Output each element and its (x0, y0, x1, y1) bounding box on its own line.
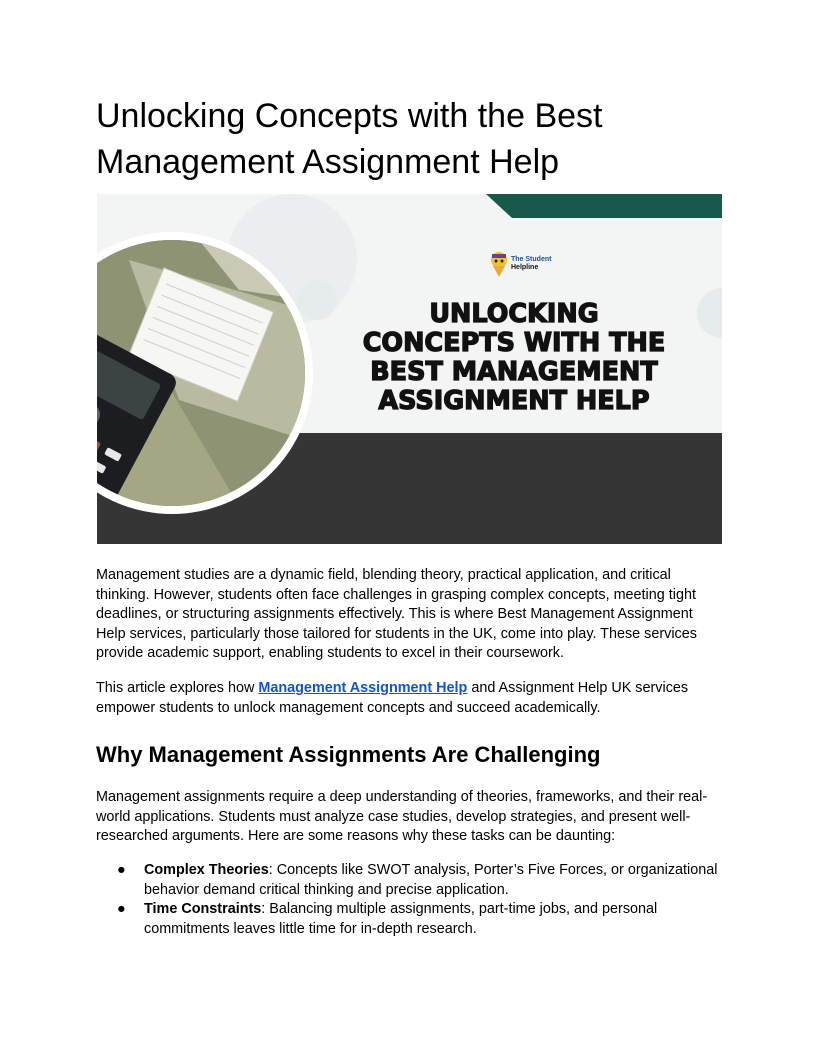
banner-headline-line: ASSIGNMENT HELP (378, 386, 650, 416)
page-title: Unlocking Concepts with the Best Management Assignment Help (96, 97, 603, 181)
list-item (96, 861, 720, 900)
teal-corner-band (486, 194, 722, 218)
section-paragraph: Management assignments require a deep understanding of theories, frameworks, and their real-world applications. Students must analyze case studies, develop strategies, and present well-researched arguments. Here are some reasons why these tasks can be daunting: (96, 789, 708, 845)
logo-line-1: The Student (511, 256, 552, 263)
hero-banner-image (97, 194, 722, 544)
student-helpline-logo (489, 250, 559, 280)
banner-headline (329, 300, 699, 416)
bullet-icon: ● (117, 862, 126, 878)
article-text-before-link: This article explores how (96, 680, 259, 696)
logo-line-2: Helpline (511, 264, 539, 271)
article-paragraph (96, 679, 720, 718)
list-item-term: Time Constraints (144, 901, 262, 918)
article-text-after-link: and Assignment Help UK services empower students to unlock management concepts and succeed academically. (96, 680, 689, 716)
banner-headline-line: CONCEPTS WITH THE (362, 328, 666, 358)
section-heading: Why Management Assignments Are Challenging (96, 742, 601, 767)
banner-headline-line: BEST MANAGEMENT (370, 357, 658, 387)
list-item (96, 900, 720, 939)
banner-headline-line: UNLOCKING (429, 299, 599, 329)
list-item-text: : Balancing multiple assignments, part-time jobs, and personal commitments leaves little time for in-depth research. (144, 901, 658, 937)
list-item-text: : Concepts like SWOT analysis, Porter’s Five Forces, or organizational behavior demand critical thinking and precise application. (144, 862, 718, 898)
decorative-bubble (697, 288, 722, 338)
intro-paragraph: Management studies are a dynamic field, blending theory, practical application, and critical thinking. However, students often face challenges in grasping complex concepts, meeting tight deadlines, or structuring assignments effectively. This is where Best Management Assignment Help services, particularly those tailored for students in the UK, come into play. These services provide academic support, enabling students to excel in their coursework. (96, 567, 697, 662)
pencil-mascot-icon (489, 250, 511, 278)
bullet-icon: ● (117, 901, 126, 918)
list-item-term: Complex Theories (144, 862, 269, 878)
management-assignment-help-link[interactable]: Management Assignment Help (258, 680, 468, 696)
challenges-list (96, 861, 720, 939)
